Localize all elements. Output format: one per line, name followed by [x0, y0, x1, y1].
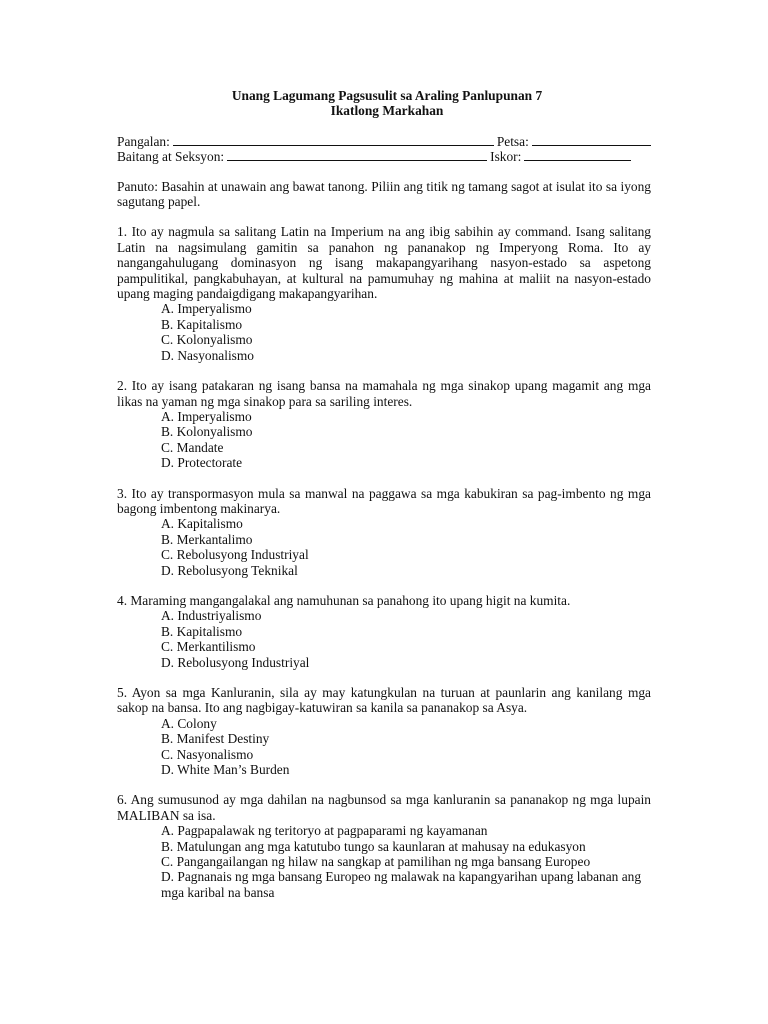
choice-list [117, 301, 651, 363]
answer-choice: B. Kapitalismo [161, 316, 243, 332]
answer-choice: B. Kapitalismo [161, 623, 243, 639]
question-text: 4. Maraming mangangalakal ang namuhunan sa panahong ito upang higit na kumita. [117, 592, 571, 608]
answer-choice: C. Nasyonalismo [161, 746, 254, 762]
student-info-fields [117, 134, 651, 165]
choice-list [117, 716, 651, 778]
question-5 [117, 685, 651, 777]
question-text: 5. Ayon sa mga Kanluranin, sila ay may katungkulan na turuan at paunlarin ang kanilang mga sakop na bansa. Ito ang nagbigay-katuwiran sa kanila sa pananakop sa Asya. [117, 685, 651, 716]
answer-choice: A. Pagpapalawak ng teritoryo at pagpaparami ng kayamanan [161, 823, 488, 839]
exam-title: Unang Lagumang Pagsusulit sa Araling Panlupunan 7 [231, 88, 543, 103]
section-label: Baitang at Seksyon: [117, 149, 225, 165]
date-blank[interactable] [532, 134, 651, 146]
answer-choice: D. Rebolusyong Teknikal [161, 562, 298, 578]
name-date-row [117, 134, 651, 149]
question-1 [117, 224, 651, 363]
section-score-row [117, 149, 651, 164]
answer-choice: B. Kolonyalismo [161, 424, 253, 440]
choice-list [117, 608, 651, 670]
answer-choice: D. Protectorate [161, 455, 243, 471]
question-4 [117, 593, 651, 670]
answer-choice: D. Nasyonalismo [161, 347, 254, 363]
answer-choice: B. Matulungan ang mga katutubo tungo sa kaunlaran at mahusay na edukasyon [161, 838, 586, 854]
question-list [117, 224, 651, 900]
answer-choice: A. Imperyalismo [161, 408, 252, 424]
answer-choice: C. Merkantilismo [161, 639, 256, 655]
name-blank[interactable] [173, 134, 494, 146]
exam-content [117, 88, 651, 900]
question-text: 1. Ito ay nagmula sa salitang Latin na Imperium na ang ibig sabihin ay command. Isang salitang Latin na nagsimulang gamitin sa panahon ng pananakop ng Imperyong Roma. Ito ay nangangahulugang dominasyon ng isang makapangyarihang nasyon-estado sa aspetong pampulitikal, pangkabuhayan, at kultural na pamumuhay ng mahina at maliit na nasyon-estado upang maging pandaigdigang makapangyarihan. [117, 224, 651, 302]
question-text: 3. Ito ay transpormasyon mula sa manwal na paggawa sa mga kabukiran sa pag-imbento ng mga bagong imbentong makinarya. [117, 485, 651, 516]
choice-list [117, 823, 651, 900]
question-2 [117, 378, 651, 470]
question-text: 2. Ito ay isang patakaran ng isang bansa na mamahala ng mga sinakop upang magamit ang mga likas na yaman ng mga sinakop para sa sariling interes. [117, 378, 651, 409]
answer-choice: D. Pagnanais ng mga bansang Europeo ng malawak na kapangyarihan upang labanan ang mga karibal na bansa [161, 869, 642, 900]
score-blank[interactable] [524, 149, 631, 161]
answer-choice: B. Manifest Destiny [161, 731, 270, 747]
exam-subtitle: Ikatlong Markahan [330, 103, 444, 119]
instructions: Panuto: Basahin at unawain ang bawat tanong. Piliin ang titik ng tamang sagot at isulat ito sa iyong sagutang papel. [117, 178, 651, 210]
section-blank[interactable] [227, 149, 487, 161]
answer-choice: C. Kolonyalismo [161, 332, 253, 348]
question-text: 6. Ang sumusunod ay mga dahilan na nagbunsod sa mga kanluranin sa pananakop ng mga lupain MALIBAN sa isa. [117, 792, 651, 823]
name-label: Pangalan: [117, 133, 170, 149]
answer-choice: A. Industriyalismo [161, 608, 262, 624]
choice-list [117, 516, 651, 578]
answer-choice: A. Colony [161, 715, 217, 731]
score-label: Iskor: [490, 149, 522, 165]
answer-choice: C. Rebolusyong Industriyal [161, 547, 309, 563]
date-label: Petsa: [496, 133, 529, 149]
question-6 [117, 792, 651, 900]
answer-choice: C. Mandate [161, 439, 224, 455]
answer-choice: A. Kapitalismo [161, 516, 243, 532]
answer-choice: C. Pangangailangan ng hilaw na sangkap at pamilihan ng mga bansang Europeo [161, 854, 591, 870]
question-3 [117, 486, 651, 578]
answer-choice: D. Rebolusyong Industriyal [161, 654, 310, 670]
choice-list [117, 409, 651, 471]
answer-choice: A. Imperyalismo [161, 301, 252, 317]
exam-header [123, 88, 651, 119]
answer-choice: D. White Man’s Burden [161, 762, 290, 778]
answer-choice: B. Merkantalimo [161, 531, 253, 547]
